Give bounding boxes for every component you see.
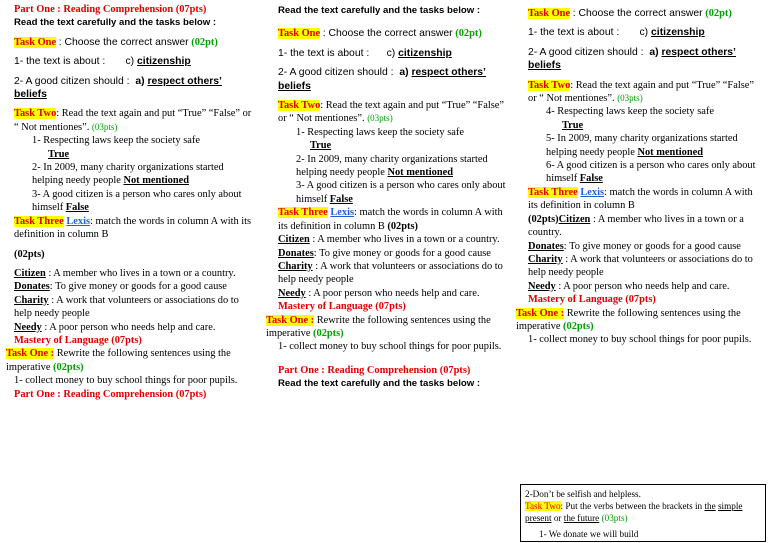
statement-1-answer: True — [310, 140, 332, 152]
task-three-text: : match the words in column A with its definition in column B — [278, 207, 503, 232]
box-or: or — [553, 513, 562, 523]
question-2-answer-cont: beliefs — [528, 60, 561, 72]
mastery-heading: Mastery of Language (07pts) — [14, 334, 142, 346]
box-the-future: the future — [563, 513, 600, 523]
def-citizen: : A member who lives in a town or a country. — [528, 213, 744, 239]
statement-2: 2- In 2009, many charity organizations started helping needy people Not mentioned — [296, 153, 488, 179]
word-citizen: Citizen — [278, 234, 310, 246]
box-simple-present: simple present — [525, 501, 743, 523]
part-one-heading: Part One : Reading Comprehension (07pts) — [14, 4, 207, 15]
task-three-points: (02pts) — [387, 220, 418, 232]
statement-3-answer: False — [65, 202, 89, 214]
statement-3: 3- A good citizen is a person who cares only about himself False — [32, 188, 242, 214]
task-one-label: Task One — [528, 8, 571, 19]
question-2-answer-cont: beliefs — [278, 80, 311, 92]
column-left — [6, 0, 254, 401]
task-three-label: Task Three — [14, 215, 64, 227]
question-2: 2- A good citizen should : — [278, 67, 394, 79]
question-2-answer-cont: beliefs — [14, 89, 47, 101]
task-one-text: : Choose the correct answer — [58, 36, 189, 48]
task-two-text: : Read the text again and put “True” “False” or “ Not mentiones”. — [528, 79, 754, 105]
task-two-points: (03pts) — [367, 113, 393, 124]
task-two-label: Task Two — [278, 100, 321, 112]
task-two-text: : Read the text again and put “True” “False” or “ Not mentiones”. — [14, 108, 252, 133]
column-right — [516, 0, 764, 347]
task-one-b-label: Task One : — [266, 314, 315, 326]
word-citizen: Citizen — [14, 267, 46, 279]
statement-4-answer: True — [562, 119, 584, 131]
question-2-answer: respect others’ — [661, 46, 736, 58]
word-citizen: Citizen — [558, 213, 591, 225]
task-one-label: Task One — [14, 36, 57, 48]
task-one-points: (02pt) — [191, 36, 218, 48]
task-three-points: (02pts) — [14, 248, 45, 260]
statement-5: 5- In 2009, many charity organizations started helping needy people Not mentioned — [546, 133, 738, 158]
statement-1: 1- Respecting laws keep the society safe True — [296, 126, 464, 152]
word-donates: Donates — [14, 281, 50, 293]
rewrite-points: (02pts) — [563, 320, 594, 332]
task-two-points: (03pts) — [617, 93, 643, 104]
task-one-label: Task One — [278, 28, 321, 40]
def-charity: : A work that volunteers or associations do to help needy people — [278, 260, 503, 286]
word-needy: Needy — [528, 280, 556, 292]
rewrite-item-1: 1- collect money to buy school things for poor pupils. — [278, 341, 502, 353]
task-three-points: (02pts) — [528, 213, 559, 225]
def-donates: : To give money or goods for a good cause — [313, 247, 491, 259]
statement-1: 1- Respecting laws keep the society safe True — [32, 135, 200, 160]
task-three-text: : match the words in column A with its definition in column B — [14, 215, 252, 241]
word-needy: Needy — [278, 287, 306, 299]
box-line-1: 2-Don’t be selfish and helpless. — [525, 489, 641, 499]
rewrite-item-1: 1- collect money to buy school things for poor pupils. — [528, 334, 752, 346]
task-two-label: Task Two — [14, 108, 57, 120]
read-instruction: Read the text carefully and the tasks below : — [14, 17, 217, 29]
question-2-answer: respect others’ — [147, 75, 222, 87]
task-one-text: : Choose the correct answer — [572, 8, 703, 19]
statement-2: 2- In 2009, many charity organizations started helping needy people Not mentioned — [32, 162, 224, 187]
lexis-label: Lexis — [330, 207, 355, 219]
box-task-two-label: Task Two — [525, 501, 561, 511]
box-cut-line: 1- We donate we will build — [539, 529, 639, 539]
question-1-option: c) — [639, 27, 649, 39]
word-donates: Donates — [278, 247, 314, 259]
task-three-label: Task Three — [278, 207, 328, 219]
task-one-b-label: Task One : — [516, 307, 565, 319]
rewrite-points: (02pts) — [53, 361, 84, 373]
question-1-answer: citizenship — [398, 47, 452, 59]
statement-5-answer: Not mentioned — [637, 146, 703, 158]
question-2-option: a) — [649, 46, 659, 58]
question-2: 2- A good citizen should : — [14, 75, 130, 87]
word-needy: Needy — [14, 321, 42, 333]
question-2-answer: respect others’ — [411, 67, 486, 79]
word-charity: Charity — [528, 253, 563, 265]
def-citizen: : A member who lives in a town or a country. — [312, 234, 500, 246]
question-2-option: a) — [399, 67, 409, 79]
def-citizen: : A member who lives in a town or a country. — [48, 267, 236, 279]
question-1: 1- the text is about : — [528, 27, 620, 39]
task-two-text: : Read the text again and put “True” “False” or “ Not mentiones”. — [278, 100, 504, 125]
task-three-text: : match the words in column A with its definition in column B — [528, 186, 753, 212]
task-one-text: : Choose the correct answer — [322, 28, 453, 40]
task-one-points: (02pt) — [705, 8, 732, 19]
lexis-label: Lexis — [66, 215, 91, 227]
statement-1-answer: True — [48, 148, 70, 160]
read-instruction-repeat: Read the text carefully and the tasks below : — [278, 378, 481, 390]
task-two-label: Task Two — [528, 79, 571, 91]
task-three-label: Task Three — [528, 186, 578, 198]
part-one-heading-repeat: Part One : Reading Comprehension (07pts) — [14, 388, 207, 400]
question-1-option: c) — [125, 56, 135, 68]
question-2: 2- A good citizen should : — [528, 46, 644, 58]
read-instruction: Read the text carefully and the tasks below : — [278, 5, 481, 16]
task-one-points: (02pt) — [455, 28, 482, 40]
box-points: (03pts) — [601, 513, 628, 523]
rewrite-item-1: 1- collect money to buy school things for poor pupils. — [14, 375, 238, 387]
def-needy: : A poor person who needs help and care. — [308, 287, 480, 299]
statement-6-answer: False — [579, 173, 603, 185]
statement-3-answer: False — [329, 193, 353, 205]
def-donates: : To give money or goods for a good cause — [49, 281, 227, 293]
def-donates: : To give money or goods for a good cause — [563, 240, 741, 252]
rewrite-text: Rewrite the following sentences using the imperative — [516, 307, 741, 332]
rewrite-points: (02pts) — [313, 327, 344, 339]
mastery-heading: Mastery of Language (07pts) — [278, 301, 406, 313]
task-one-b-label: Task One : — [6, 348, 55, 360]
part-one-heading-repeat: Part One : Reading Comprehension (07pts) — [278, 364, 471, 376]
statement-2-answer: Not mentioned — [123, 175, 189, 187]
question-1: 1- the text is about : — [278, 47, 370, 59]
statement-4: 4- Respecting laws keep the society safe True — [546, 106, 714, 131]
question-1-answer: citizenship — [137, 56, 191, 68]
question-1-answer: citizenship — [651, 27, 705, 39]
statement-2-answer: Not mentioned — [387, 167, 453, 179]
statement-3: 3- A good citizen is a person who cares only about himself False — [296, 180, 506, 205]
mastery-heading: Mastery of Language (07pts) — [528, 294, 656, 306]
box-the: the — [704, 501, 716, 511]
def-charity: : A work that volunteers or associations do to help needy people — [528, 253, 753, 279]
word-donates: Donates — [528, 240, 564, 252]
box-task-text: : Put the verbs between the brackets in — [560, 501, 703, 511]
task-two-points: (03pts) — [91, 121, 118, 132]
word-charity: Charity — [278, 260, 313, 272]
def-charity: : A work that volunteers or associations do to help needy people — [14, 294, 239, 320]
question-1: 1- the text is about : — [14, 56, 106, 68]
question-2-option: a) — [135, 75, 145, 87]
lexis-label: Lexis — [580, 186, 605, 198]
question-1-option: c) — [386, 47, 396, 59]
def-needy: : A poor person who needs help and care. — [558, 280, 730, 292]
column-middle — [266, 0, 510, 391]
rewrite-text: Rewrite the following sentences using the imperative — [6, 348, 231, 373]
statement-6: 6- A good citizen is a person who cares only about himself False — [546, 160, 756, 185]
word-charity: Charity — [14, 294, 49, 306]
rewrite-text: Rewrite the following sentences using the imperative — [266, 314, 491, 339]
def-needy: : A poor person who needs help and care. — [44, 321, 216, 333]
task-box — [520, 484, 766, 542]
